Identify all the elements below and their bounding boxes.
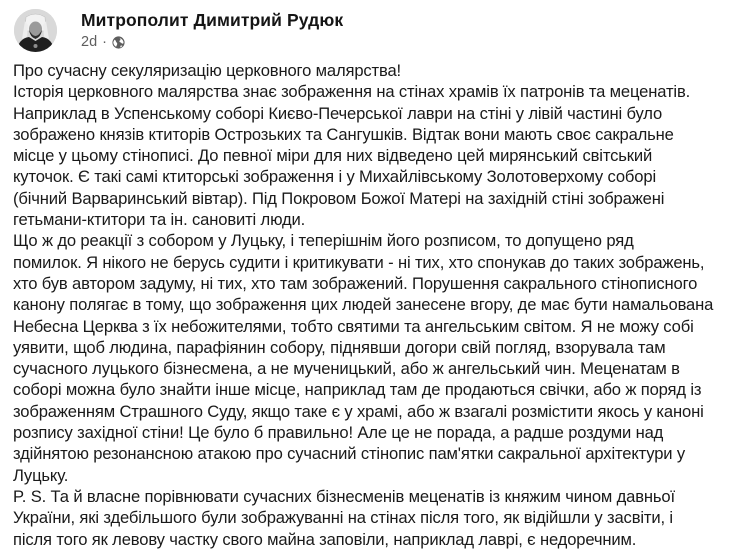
globe-icon[interactable] <box>112 36 125 49</box>
post-timestamp-link[interactable]: 2d <box>81 34 98 50</box>
post-text-line: соборі можна було знайти інше місце, наприклад там де продаються свічки, або ж поряд із <box>13 380 702 400</box>
post-text-line: хто був автором задуму, ні тих, хто там зображений. Порушення сакрального стінописного <box>13 273 698 293</box>
post-text-line: місце у цьому стінописі. До певної міри для них відведено цей мирянський світський <box>13 146 653 166</box>
post-meta <box>81 10 343 50</box>
post-text-line: Луцьку. <box>13 465 69 485</box>
post-header <box>14 8 343 52</box>
post-text-line: (бічний Варваринський вівтар). Під Покровом Божої Матері на західній стіні зображені <box>13 188 665 208</box>
post-text-line: здійнятою резонансною атакою про сучасний стінопис пам'ятки сакральної архітектури у <box>13 444 686 464</box>
profile-photo-icon <box>14 9 57 52</box>
post-text-line: уявити, щоб людина, парафіянин собору, піднявши догори свій погляд, взорувала там <box>13 337 666 357</box>
post-text-line: після того як левову частку свого майна заповіли, наприклад лаврі, є недоречним. <box>13 529 637 549</box>
post-text-line: Історія церковного малярства знає зображення на стінах храмів їх патронів та меценатів. <box>13 82 691 102</box>
post-text-line: Наприклад в Успенському соборі Києво-Печерської лаври на стіні у лівій частині було <box>13 103 663 123</box>
post-text-line: P. S. Та й власне порівнювати сучасних бізнесменів меценатів із княжим чином давньої <box>13 486 675 506</box>
post-text-line: гетьмани-ктитори та ін. сановиті люди. <box>13 210 306 230</box>
post-text-line: розпису західної стіни! Це було б правильно! Але це не порада, а радше роздуми над <box>13 423 664 443</box>
post-text-line: помилок. Я нікого не берусь судити і критикувати - ні тих, хто спонукав до таких зображень, <box>13 252 705 272</box>
post-text-line: канону полягає в тому, що зображення цих людей занесене вгору, де має бути намальована <box>13 295 714 315</box>
post-text-line: зображено князів ктиторів Острозьких та Сангушків. Відтак вони мають своє сакральне <box>13 124 674 144</box>
post-subline <box>81 34 343 50</box>
post-text-line: сучасного луцького бізнесмена, а не мученицький, або ж ангельський чин. Меценатам в <box>13 359 680 379</box>
post-text-line: зображенням Страшного Суду, якщо таке є у храмі, або ж взагалі розмістити якось у каноні <box>13 401 704 421</box>
post-text-line: Небесна Церква з їх небожителями, тобто святими та ангельським світом. Я не можу собі <box>13 316 694 336</box>
post-text-line: Що ж до реакції з собором у Луцьку, і теперішнім його розписом, то допущено ряд <box>13 231 634 251</box>
author-avatar[interactable] <box>14 9 57 52</box>
post-text-line: Про сучасну секуляризацію церковного малярства! <box>13 61 402 80</box>
author-name-link[interactable]: Митрополит Димитрий Рудюк <box>81 10 344 30</box>
separator-dot: · <box>102 34 107 50</box>
post-body <box>13 60 738 550</box>
post-text-line: України, які здебільшого були зображуванні на стінах після того, як відійшли у засвіти, і <box>13 508 673 528</box>
post-text-line: куточок. Є такі самі ктиторські зображення і у Михайлівському Золотоверхому соборі <box>13 167 656 187</box>
